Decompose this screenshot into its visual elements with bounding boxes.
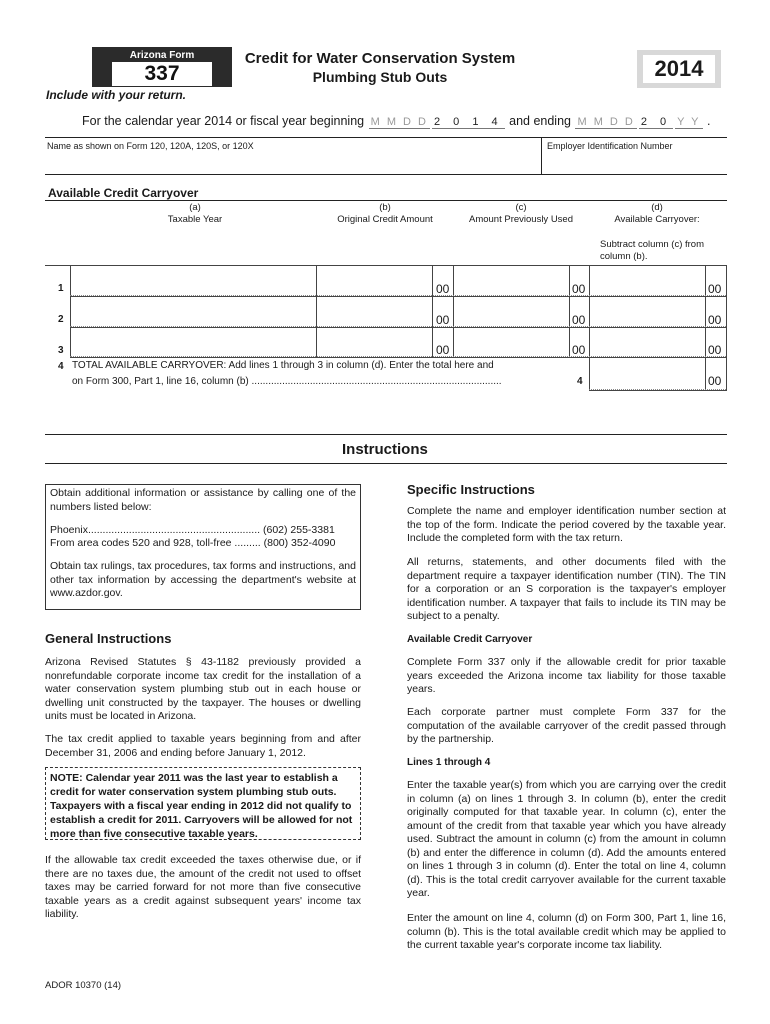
row-2-amount-used-input[interactable] [455, 299, 567, 325]
ein-label: Employer Identification Number [547, 141, 673, 151]
col-b-label: Original Credit Amount [337, 214, 433, 225]
tollfree-phone: From area codes 520 and 928, toll-free ......... (800) 352-4090 [50, 537, 336, 549]
form-subtitle: Plumbing Stub Outs [312, 69, 448, 85]
col-d-label: Available Carryover: [614, 214, 700, 225]
lines-heading: Lines 1 through 4 [407, 757, 491, 768]
include-note: Include with your return. [46, 88, 187, 102]
available-credit-heading: Available Credit Carryover [407, 634, 533, 645]
period-text-1: For the calendar year 2014 or fiscal year beginning [82, 114, 365, 128]
row-3-cents-d: 00 [708, 343, 722, 357]
grid-line [316, 265, 317, 358]
col-c-header [456, 202, 586, 226]
row-1-number: 1 [58, 283, 64, 294]
grid-line [70, 327, 726, 328]
col-b-header [320, 202, 450, 226]
row-3-cents-c: 00 [572, 343, 586, 357]
carryover-rule [45, 200, 727, 201]
row-1-available-input[interactable] [591, 268, 703, 294]
website-info: Obtain tax rulings, tax procedures, tax forms and instructions, and other tax information by accessing the department's website at www.azdor.gov. [50, 560, 356, 599]
col-c-label: Amount Previously Used [468, 214, 574, 225]
grid-line [726, 265, 727, 391]
instructions-rule-bottom [45, 463, 727, 464]
grid-line [589, 390, 726, 391]
name-label: Name as shown on Form 120, 120A, 120S, or 120X [47, 141, 254, 151]
row-2-cents-d: 00 [708, 313, 722, 327]
row-3-taxable-year-input[interactable] [72, 329, 314, 355]
grid-line [569, 265, 570, 358]
col-a-label: Taxable Year [167, 214, 223, 225]
col-b-letter: (b) [379, 202, 391, 213]
grid-line [70, 265, 71, 358]
general-paragraph-3: If the allowable tax credit exceeded the taxes otherwise due, or if there are no taxes due, the amount of the credit not used to offset taxes may be carried forward for not more than five consecutive taxable years as a credit against subsequent years' income tax liability. [45, 854, 361, 920]
grid-line [45, 265, 727, 266]
row-3-cents-b: 00 [436, 343, 450, 357]
grid-line [432, 265, 433, 358]
form-number: 337 [112, 62, 212, 86]
row-3-number: 3 [58, 345, 64, 356]
row-1-cents-d: 00 [708, 282, 722, 296]
row-2-number: 2 [58, 314, 64, 325]
col-c-letter: (c) [515, 202, 527, 213]
col-d-note-2: column (b). [600, 251, 648, 262]
grid-line [70, 296, 726, 297]
form-title: Credit for Water Conservation System [244, 50, 516, 67]
end-year-field[interactable]: 2 0 [640, 116, 672, 128]
instructions-title: Instructions [342, 441, 428, 458]
period-text-2: and ending [509, 114, 571, 128]
row-1-amount-used-input[interactable] [455, 268, 567, 294]
carryover-heading: Available Credit Carryover [48, 186, 199, 200]
general-paragraph-1: Arizona Revised Statutes § 43-1182 previously provided a nonrefundable corporate income tax credit for the installation of a water conservation system plumbing stub out in each house or dwelling unit constructed by the taxpayer. The houses or dwelling units must be located in Arizona. [45, 656, 361, 722]
form-label: Arizona Form [129, 50, 195, 61]
lines-paragraph-1: Enter the taxable year(s) from which you are carrying over the credit in column (a) on lines 1 through 3. In column (b), enter the credit originally computed for that taxable year. In column (c), enter the amount of the credit from that taxable year which you have already used. Subtract the amount in column (c) from the amount in column (b) and enter the difference in column (d). Add the amounts entered on lines 1 through 3 in column (d). Enter the total on line 4, column (d). This is the total credit carryover available for the current taxable year. [407, 779, 726, 899]
row-2-available-input[interactable] [591, 299, 703, 325]
begin-year-field[interactable]: 2 0 1 4 [434, 116, 503, 128]
line-4-total-input[interactable] [591, 360, 703, 388]
col-d-letter: (d) [651, 202, 663, 213]
phoenix-phone: Phoenix........................................................... (602) 255-3381 [50, 524, 335, 536]
col-d-note [600, 239, 704, 263]
line-4-box-number: 4 [577, 376, 583, 387]
col-a-header [140, 202, 250, 226]
tax-year-block [637, 50, 721, 88]
tax-period-line [82, 114, 710, 129]
row-3-amount-used-input[interactable] [455, 329, 567, 355]
row-1-original-credit-input[interactable] [318, 268, 430, 294]
line-4-cents: 00 [708, 374, 722, 388]
end-year-suffix-field[interactable]: Y Y [677, 116, 701, 128]
col-a-letter: (a) [189, 202, 201, 213]
grid-line [453, 265, 454, 358]
end-date-field[interactable]: M M D D [577, 116, 635, 128]
general-paragraph-2: The tax credit applied to taxable years beginning from and after December 31, 2006 and ending before January 1, 2012. [45, 733, 361, 759]
period-end-mark: . [707, 114, 711, 128]
row-2-cents-c: 00 [572, 313, 586, 327]
name-ein-row [45, 137, 727, 175]
form-footer-code: ADOR 10370 (14) [45, 980, 122, 991]
col-d-header [592, 202, 722, 226]
specific-paragraph-1: Complete the name and employer identification number section at the top of the form. Indicate the period covered by the taxable year. Include the completed form with the tax return. [407, 505, 726, 544]
tax-year: 2014 [643, 55, 715, 83]
lines-paragraph-2: Enter the amount on line 4, column (d) on Form 300, Part 1, line 16, column (b). This is the total available credit which may be applied to the current taxable year's corporate income tax liability. [407, 912, 726, 951]
row-1-cents-c: 00 [572, 282, 586, 296]
line-4-text-2: on Form 300, Part 1, line 16, column (b) .......................................................................................... [72, 376, 502, 387]
available-credit-paragraph-2: Each corporate partner must complete Form 337 for the computation of the available carryover of the credit passed through by the partnership. [407, 706, 726, 745]
col-d-note-1: Subtract column (c) from [600, 239, 704, 250]
name-input[interactable] [47, 152, 537, 172]
contact-intro: Obtain additional information or assistance by calling one of the numbers listed below: [50, 487, 356, 513]
instructions-rule-top [45, 434, 727, 435]
row-3-available-input[interactable] [591, 329, 703, 355]
specific-paragraph-2: All returns, statements, and other documents filed with the department require a taxpayer identification number (TIN). The TIN for a corporation or an S corporation is the taxpayer's employer identification number. A taxpayer that fails to include its TIN may be subject to a penalty. [407, 556, 726, 622]
line-4-number: 4 [58, 361, 64, 372]
row-1-taxable-year-input[interactable] [72, 268, 314, 294]
line-4-text-1: TOTAL AVAILABLE CARRYOVER: Add lines 1 through 3 in column (d). Enter the total here and [72, 360, 494, 371]
begin-date-field[interactable]: M M D D [370, 116, 428, 128]
grid-line [705, 265, 706, 391]
available-credit-paragraph-1: Complete Form 337 only if the allowable credit for prior taxable years exceeded the Arizona income tax liability for those taxable years. [407, 656, 726, 695]
row-2-original-credit-input[interactable] [318, 299, 430, 325]
row-1-cents-b: 00 [436, 282, 450, 296]
note-box: NOTE: Calendar year 2011 was the last year to establish a credit for water conservation system plumbing stub outs. Taxpayers with a fiscal year ending in 2012 did not qualify to establish a credit for 2011. Carryovers will be allowed for not more than five consecutive taxable years. [45, 767, 361, 840]
form-number-block [92, 47, 232, 87]
row-2-cents-b: 00 [436, 313, 450, 327]
name-ein-divider [541, 138, 542, 174]
general-instructions-heading: General Instructions [45, 631, 172, 646]
row-2-taxable-year-input[interactable] [72, 299, 314, 325]
grid-line [589, 265, 590, 391]
specific-instructions-heading: Specific Instructions [407, 482, 535, 497]
row-3-original-credit-input[interactable] [318, 329, 430, 355]
contact-info-box [45, 484, 361, 610]
ein-input[interactable] [545, 152, 725, 172]
